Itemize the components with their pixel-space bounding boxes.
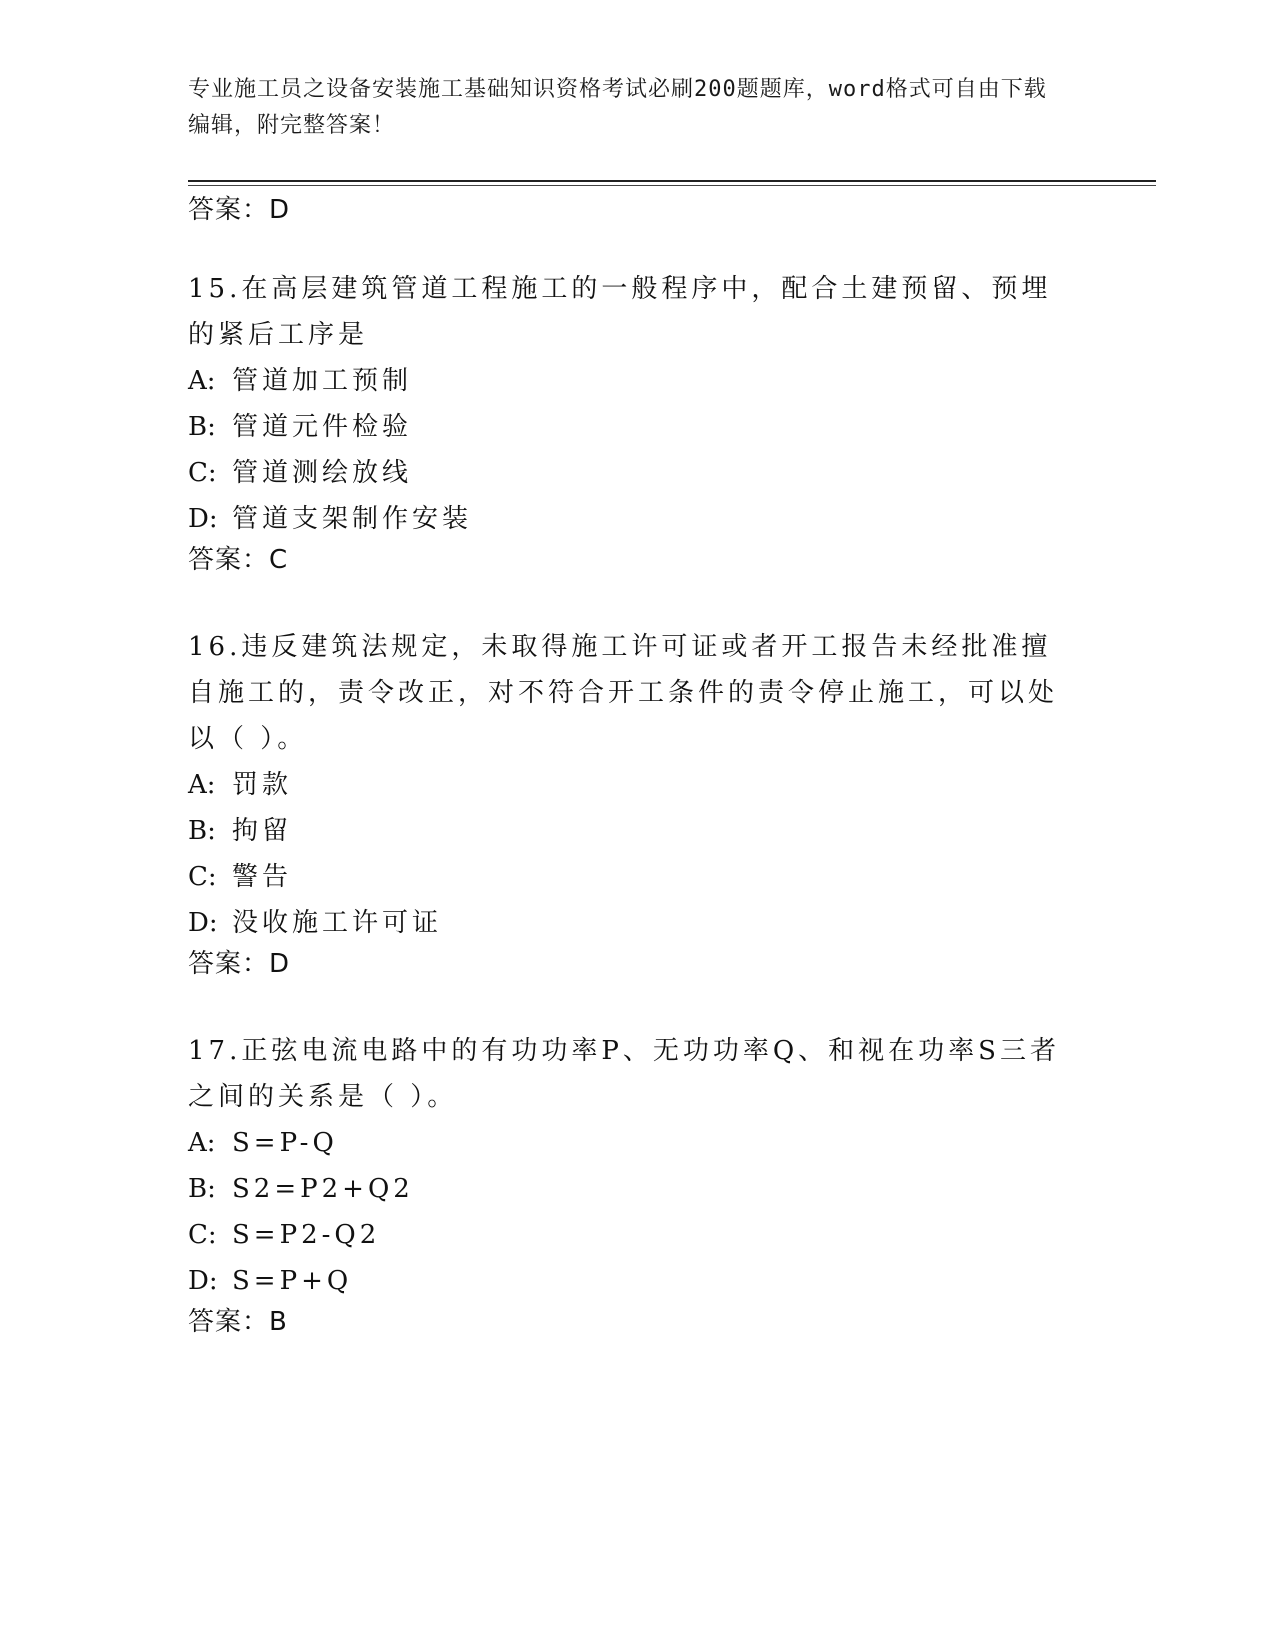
option-c bbox=[188, 450, 1078, 496]
option-key: B: bbox=[188, 1174, 216, 1204]
option-a bbox=[188, 358, 1078, 404]
option-text: S=P+Q bbox=[232, 1266, 353, 1296]
document-header bbox=[188, 72, 1068, 144]
option-a bbox=[188, 1120, 1078, 1166]
option-text: 没收施工许可证 bbox=[232, 908, 443, 938]
option-text: S=P-Q bbox=[232, 1128, 338, 1158]
option-c bbox=[188, 1212, 1078, 1258]
option-key: C: bbox=[188, 458, 217, 488]
option-d bbox=[188, 900, 1078, 946]
option-key: B: bbox=[188, 816, 216, 846]
option-key: A: bbox=[188, 1128, 216, 1158]
answer-15: 答案：C bbox=[188, 545, 289, 575]
header-rule-thick bbox=[188, 180, 1156, 182]
option-key: C: bbox=[188, 862, 217, 892]
option-d bbox=[188, 496, 1078, 542]
answer-17: 答案：B bbox=[188, 1307, 288, 1337]
option-key: A: bbox=[188, 366, 216, 396]
option-text: 拘留 bbox=[232, 816, 293, 846]
option-text: S2=P2+Q2 bbox=[232, 1174, 414, 1204]
option-key: D: bbox=[188, 504, 218, 534]
option-a bbox=[188, 762, 1078, 808]
option-key: D: bbox=[188, 908, 218, 938]
option-b bbox=[188, 404, 1078, 450]
option-text: 管道加工预制 bbox=[232, 366, 413, 396]
option-key: B: bbox=[188, 412, 216, 442]
option-text: 管道支架制作安装 bbox=[232, 504, 473, 534]
option-key: C: bbox=[188, 1220, 217, 1250]
option-b bbox=[188, 808, 1078, 854]
question-stem: 17.正弦电流电路中的有功功率P、无功功率Q、和视在功率S三者之间的关系是（ ）。 bbox=[188, 1036, 1060, 1112]
option-text: 罚款 bbox=[232, 770, 293, 800]
answer-16: 答案：D bbox=[188, 949, 291, 979]
option-text: S=P2-Q2 bbox=[232, 1220, 381, 1250]
option-c bbox=[188, 854, 1078, 900]
option-key: A: bbox=[188, 770, 216, 800]
option-text: 管道元件检验 bbox=[232, 412, 413, 442]
option-text: 管道测绘放线 bbox=[232, 458, 413, 488]
header-rule-thin bbox=[188, 185, 1156, 186]
option-text: 警告 bbox=[232, 862, 293, 892]
question-17 bbox=[188, 1028, 1078, 1304]
header-title: 专业施工员之设备安装施工基础知识资格考试必刷200题题库，word格式可自由下载编辑，附完整答案！ bbox=[188, 77, 1047, 138]
option-key: D: bbox=[188, 1266, 218, 1296]
question-16 bbox=[188, 624, 1078, 946]
option-d bbox=[188, 1258, 1078, 1304]
question-stem: 16.违反建筑法规定，未取得施工许可证或者开工报告未经批准擅自施工的，责令改正，对不符合开工条件的责令停止施工，可以处以（ ）。 bbox=[188, 632, 1059, 754]
question-stem: 15.在高层建筑管道工程施工的一般程序中，配合土建预留、预埋的紧后工序是 bbox=[188, 274, 1052, 350]
question-15 bbox=[188, 266, 1078, 542]
option-b bbox=[188, 1166, 1078, 1212]
answer-previous: 答案：D bbox=[188, 195, 291, 225]
